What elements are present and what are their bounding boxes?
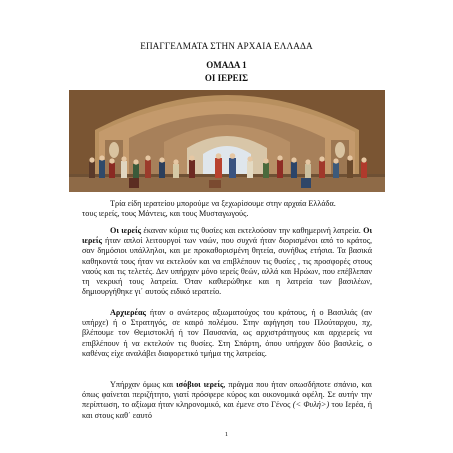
intro-line-1: Τρία είδη ιερατείου μπορούμε να ξεχωρίσουμε στην αρχαία Ελλάδα. xyxy=(110,199,336,208)
group-title: ΟΜΑΔΑ 1 xyxy=(206,60,247,70)
term-phyle: (< Φυλή>) xyxy=(292,400,330,410)
lifelong-text-3: του Ιερέα, ή και στους καθ΄ εαυτό xyxy=(82,400,373,420)
page-number: 1 xyxy=(224,431,229,438)
subject-title: ΟΙ ΙΕΡΕΙΣ xyxy=(204,73,249,83)
priests-text-2: ήταν απλοί λειτουργοί των ναών, που συχνά ήταν διορισμένοι από το κράτος, σαν δημόσιοι υπάλληλοι, και με προκαθορισμένη θητεία, συνήθως ετήσια. Τα βασικά καθηκοντά τους ήταν να εκτελούν και να επιβλέπουν τις θυσίες , τις προσφορές στους ναούς και τις τελετές. Δεν υπήρχαν μόνο ιερείς θεών, αλλά και Ηρώων, που επέβλεπαν τη νεκρική τους λατρεία. Όταν καθιερώθηκε και η λατρεία των βασιλέων, δημιουργήθηκε γι΄ αυτούς ειδικό ιερατείο. xyxy=(82,236,372,297)
term-lifelong-priests: ισόβιοι ιερείς xyxy=(176,380,224,389)
priests-text-1: έκαναν κύρια τις θυσίες και εκτελούσαν την καθημερινή λατρεία. xyxy=(141,226,364,235)
lifelong-text-2: , πράγμα που ήταν οπωσδήποτε σπάνιο, και όπως φαίνεται περιζήτητο, γιατί πρόσφερε κύρος και οικονομικά οφέλη. Σε αυτήν την περίπτωση, το αξίωμα ήταν κληρονομικό, και έμενε στο Γένος xyxy=(82,380,372,410)
paragraph-lifelong-priests xyxy=(82,380,372,421)
fresco-drawing xyxy=(69,90,385,192)
school-of-athens-fresco xyxy=(69,90,385,192)
high-priest-body: ήταν ο ανώτερος αξιωματούχος του κράτους, ή ο Βασιλιάς (αν υπήρχε) ή ο Στρατηγός, σε καιρό πολέμου. Στην αφήγηση του Πλούταρχου, πχ, βλέπουμε τον Θεμιστοκλή ή τον Παυσανία, ως αρχιστράτηγους και αρχιερείς να επιβλέπουν ή να εκτελούν τις θυσίες. Στη Σπάρτη, όπου υπήρχαν δύο βασιλείς, ο καθένας είχε αναλάβει διαφορετικό τμήμα της λατρείας. xyxy=(82,308,372,358)
paragraph-intro xyxy=(82,199,372,219)
intro-line-2: τους ιερείς, τους Μάντεις, και τους Μυσταγωγούς. xyxy=(82,209,249,219)
document-title: ΕΠΑΓΓΕΛΜΑΤΑ ΣΤΗΝ ΑΡΧΑΙΑ ΕΛΛΑΔΑ xyxy=(140,41,313,51)
priests-text xyxy=(82,226,372,297)
paragraph-priests xyxy=(82,226,372,297)
term-priests-2: Οι ιερείς xyxy=(82,226,372,246)
term-high-priest: Αρχιερέας xyxy=(110,308,147,317)
high-priest-text xyxy=(82,308,372,359)
paragraph-high-priest xyxy=(82,308,372,359)
term-priests-1: Οι ιερείς xyxy=(110,226,142,235)
lifelong-text-1: Υπήρχαν όμως και xyxy=(110,380,177,389)
lifelong-priests-text xyxy=(82,380,372,421)
